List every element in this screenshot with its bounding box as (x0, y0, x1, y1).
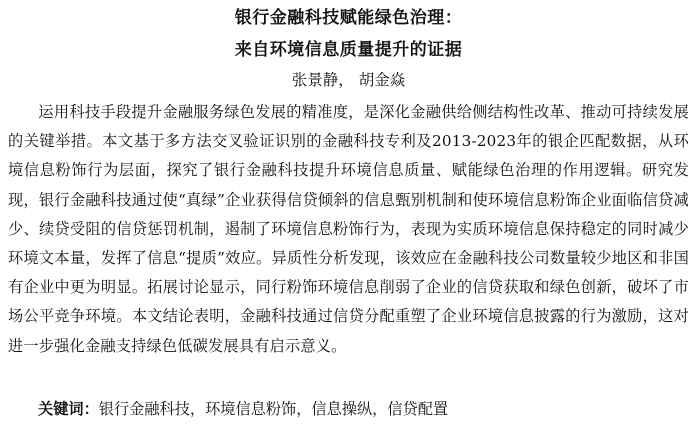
keywords (38, 398, 448, 420)
authors: 张景静， 胡金焱 (291, 71, 406, 89)
keywords-label: 关键词： (38, 400, 99, 418)
abstract-text: 运用科技手段提升金融服务绿色发展的精准度，是深化金融供给侧结构性改革、推动可持续发展的关键举措。本文基于多方法交叉验证识别的金融科技专利及2013-2023年的银企匹配数据，从环境信息粉饰行为层面，探究了银行金融科技提升环境信息质量、赋能绿色治理的作用逻辑。研究发现，银行金融科技通过使“真绿”企业获得信贷倾斜的信息甄别机制和使环境信息粉饰企业面临信贷减少、续贷受阻的信贷惩罚机制，遏制了环境信息粉饰行为，表现为实质环境信息保持稳定的同时减少环境文本量，发挥了信息“提质”效应。异质性分析发现，该效应在金融科技公司数量较少地区和非国有企业中更为明显。拓展讨论显示，同行粉饰环境信息削弱了企业的信贷获取和绿色创新，破坏了市场公平竞争环境。本文结论表明，金融科技通过信贷分配重塑了企业环境信息披露的行为激励，这对进一步强化金融支持绿色低碳发展具有启示意义。 (8, 103, 689, 355)
paper-title-line-1: 银行金融科技赋能绿色治理： (234, 8, 463, 28)
keywords-value: 银行金融科技，环境信息粉饰，信息操纵，信贷配置 (98, 400, 449, 418)
paper-title-line-2: 来自环境信息质量提升的证据 (234, 40, 463, 60)
